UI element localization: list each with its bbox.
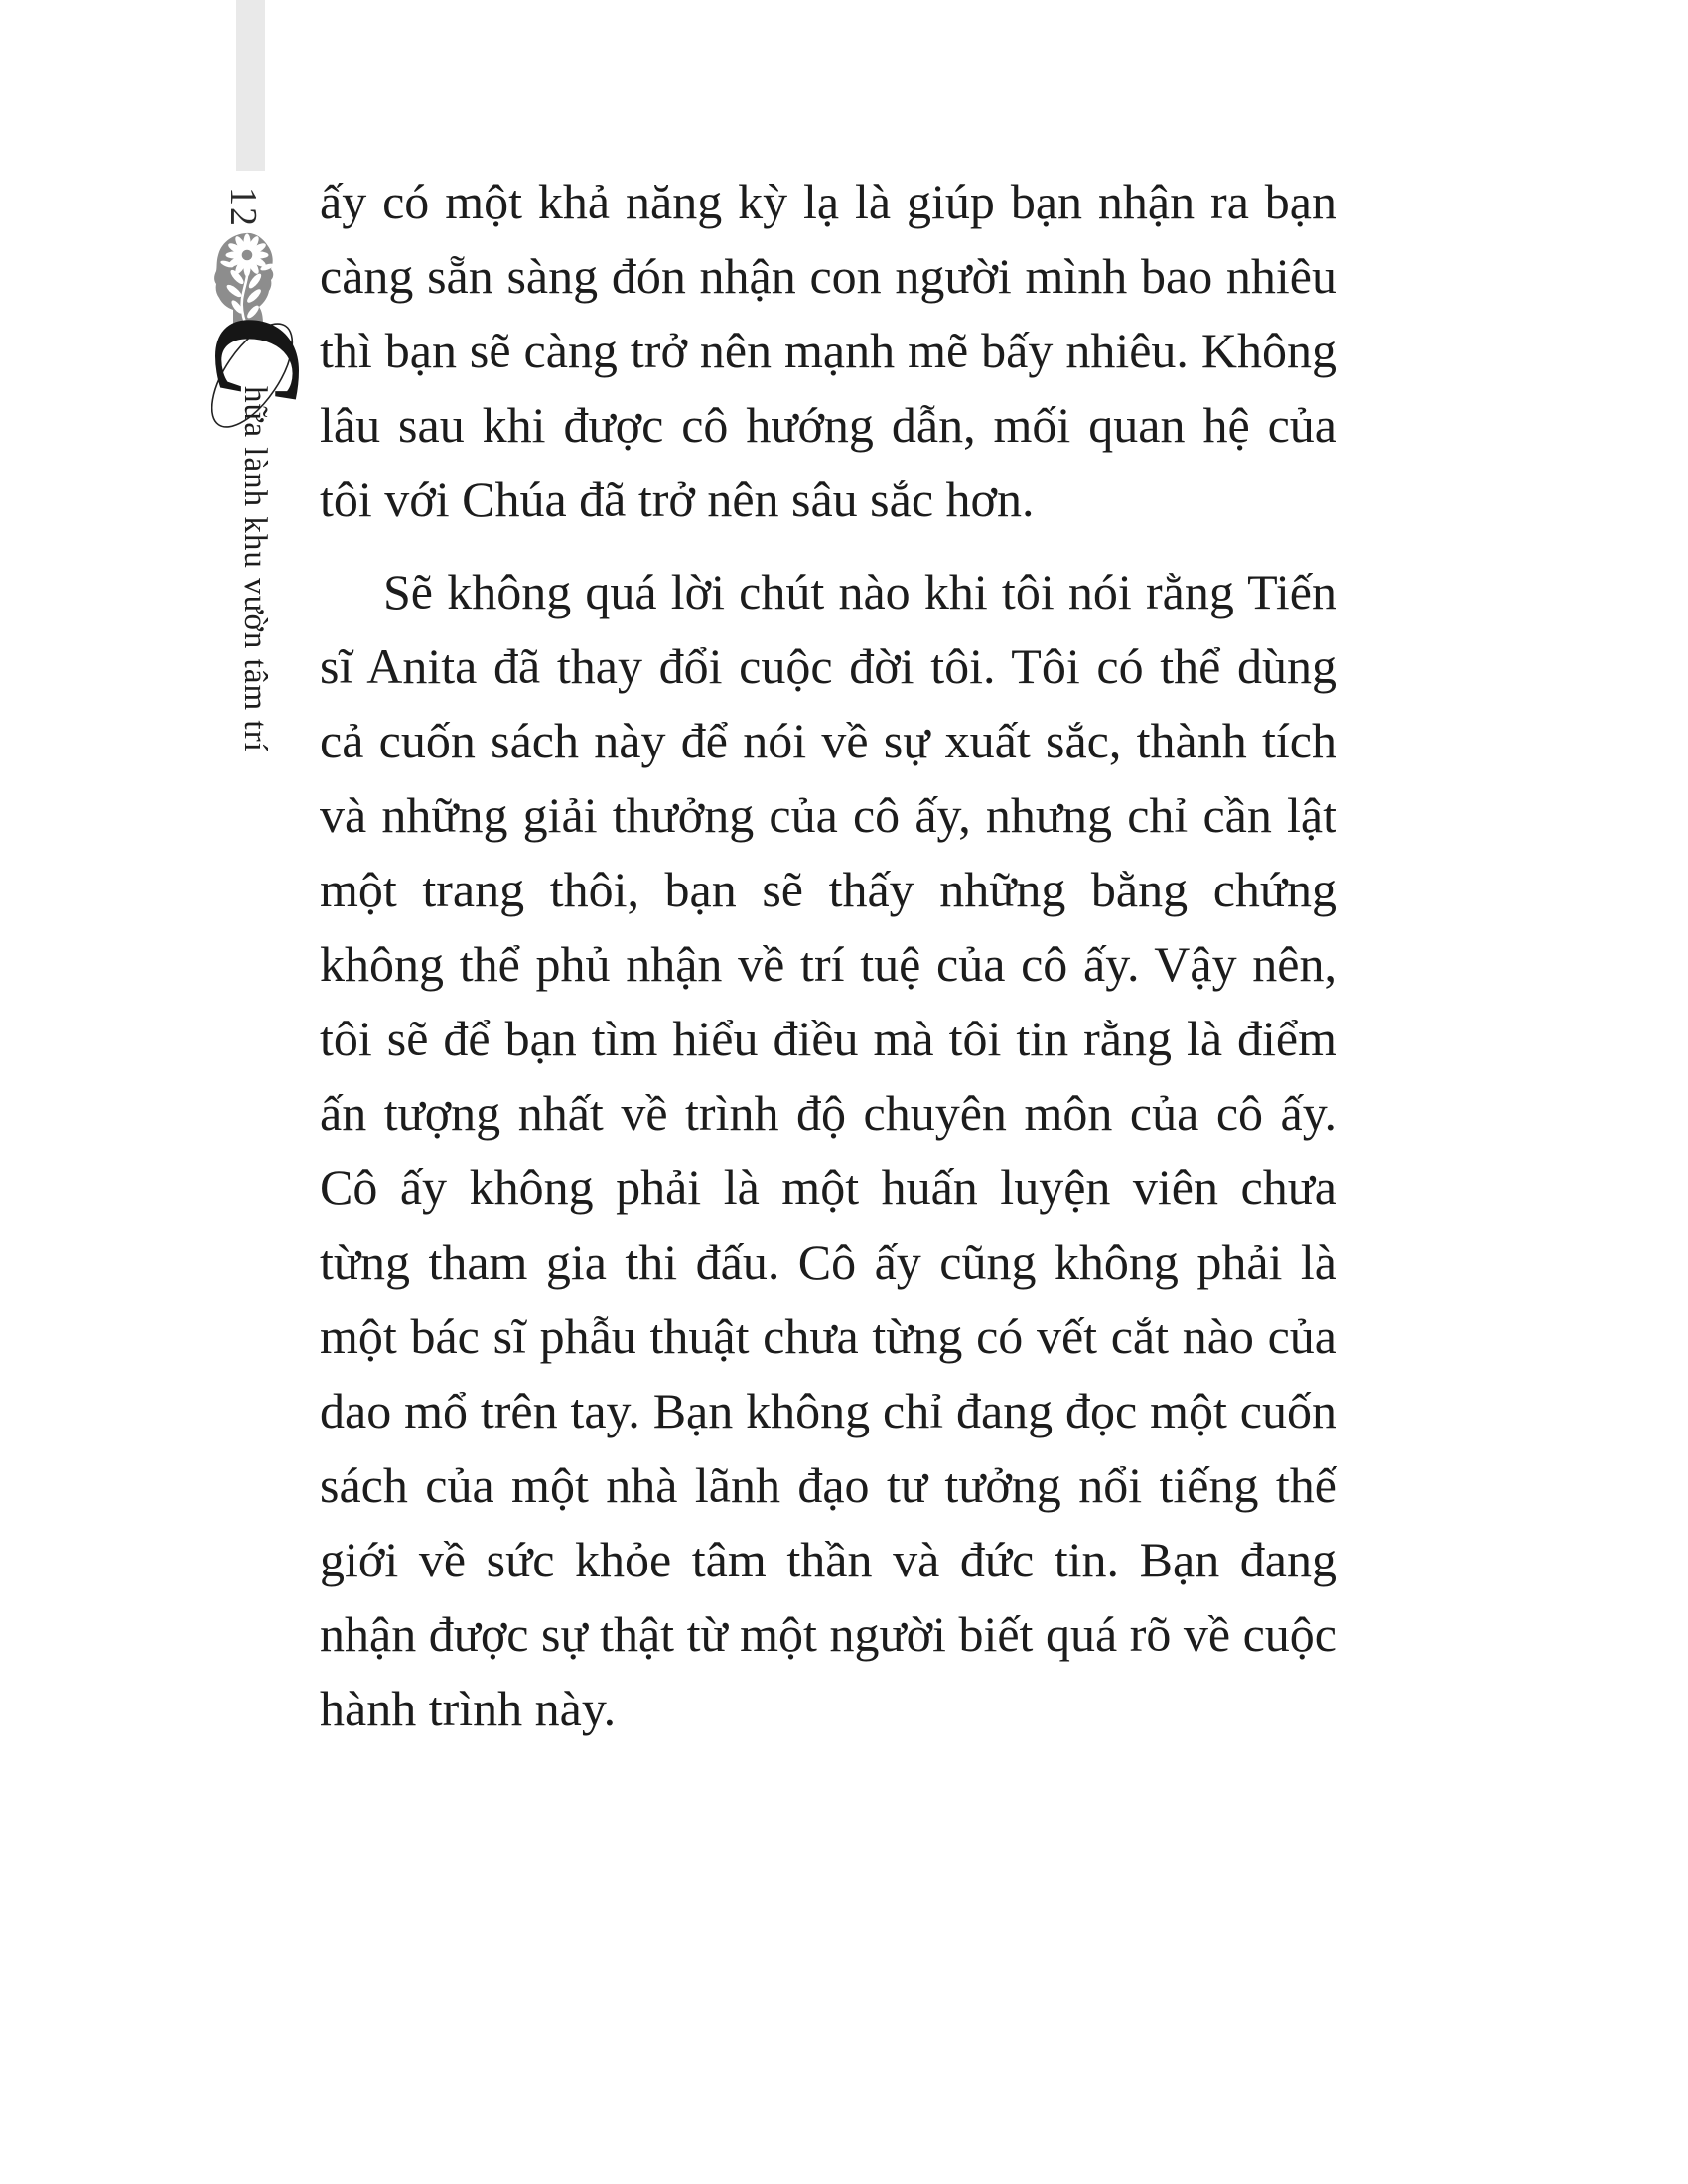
- paragraph: Sẽ không quá lời chút nào khi tôi nói rằng Tiến sĩ Anita đã thay đổi cuộc đời tôi. Tôi có thể dùng cả cuốn sách này để nói về sự xuất sắc, thành tích và những giải thưởng của cô ấy, nhưng chỉ cần lật một trang thôi, bạn sẽ thấy những bằng chứng không thể phủ nhận về trí tuệ của cô ấy. Vậy nên, tôi sẽ để bạn tìm hiểu điều mà tôi tin rằng là điểm ấn tượng nhất về trình độ chuyên môn của cô ấy. Cô ấy không phải là một huấn luyện viên chưa từng tham gia thi đấu. Cô ấy cũng không phải là một bác sĩ phẫu thuật chưa từng có vết cắt nào của dao mổ trên tay. Bạn không chỉ đang đọc một cuốn sách của một nhà lãnh đạo tư tưởng nổi tiếng thế giới về sức khỏe tâm thần và đức tin. Bạn đang nhận được sự thật từ một người biết quá rõ về cuộc hành trình này.: [320, 564, 1336, 1736]
- woman-profile-flower-icon: [209, 231, 290, 325]
- book-title-initial: C: [189, 316, 326, 399]
- paragraph: ấy có một khả năng kỳ lạ là giúp bạn nhận ra bạn càng sẵn sàng đón nhận con người mình bao nhiêu thì bạn sẽ càng trở nên mạnh mẽ bấy nhiêu. Không lâu sau khi được cô hướng dẫn, mối quan hệ của tôi với Chúa đã trở nên sâu sắc hơn.: [320, 174, 1336, 527]
- page-edge-bar: [236, 0, 265, 171]
- page-number: 12: [222, 187, 264, 228]
- vertical-book-title: hữa lành khu vườn tâm trí: [237, 386, 273, 752]
- body-text: [320, 165, 1336, 1746]
